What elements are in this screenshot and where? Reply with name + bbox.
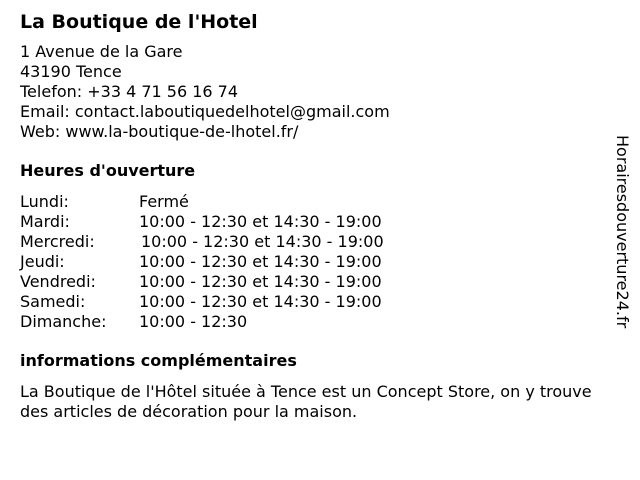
- business-name: La Boutique de l'Hotel: [20, 11, 258, 33]
- hours-time: 10:00 - 12:30 et 14:30 - 19:00: [139, 252, 382, 271]
- hours-time: 10:00 - 12:30 et 14:30 - 19:00: [139, 212, 382, 231]
- hours-time: 10:00 - 12:30: [139, 312, 248, 331]
- info-heading: informations complémentaires: [20, 351, 297, 370]
- hours-time: Fermé: [139, 192, 189, 211]
- hours-row-sunday: [20, 312, 600, 332]
- hours-heading: Heures d'ouverture: [20, 161, 196, 180]
- address-street: 1 Avenue de la Gare: [20, 42, 183, 61]
- hours-day: Samedi:: [20, 292, 86, 311]
- address-block: [20, 42, 600, 142]
- hours-row-friday: [20, 272, 600, 292]
- hours-time: 10:00 - 12:30 et 14:30 - 19:00: [139, 292, 382, 311]
- hours-day: Jeudi:: [20, 252, 65, 271]
- hours-row-wednesday: [20, 232, 600, 252]
- hours-time: 10:00 - 12:30 et 14:30 - 19:00: [141, 232, 384, 251]
- hours-day: Mercredi:: [20, 232, 95, 251]
- email-address: Email: contact.laboutiquedelhotel@gmail.com: [20, 102, 390, 121]
- hours-row-tuesday: [20, 212, 600, 232]
- business-card: [20, 10, 600, 422]
- hours-row-saturday: [20, 292, 600, 312]
- hours-row-thursday: [20, 252, 600, 272]
- hours-day: Vendredi:: [20, 272, 96, 291]
- info-description: La Boutique de l'Hôtel située à Tence est un Concept Store, on y trouve des articles de décoration pour la maison.: [20, 382, 592, 421]
- phone-number: Telefon: +33 4 71 56 16 74: [20, 82, 239, 101]
- address-city: 43190 Tence: [20, 62, 122, 81]
- hours-time: 10:00 - 12:30 et 14:30 - 19:00: [139, 272, 382, 291]
- hours-day: Lundi:: [20, 192, 69, 211]
- hours-day: Dimanche:: [20, 312, 107, 331]
- hours-row-monday: [20, 192, 600, 212]
- website-address: Web: www.la-boutique-de-lhotel.fr/: [20, 122, 299, 141]
- site-watermark: Horairesdouverture24.fr: [613, 135, 632, 329]
- hours-day: Mardi:: [20, 212, 70, 231]
- hours-table: [20, 192, 600, 332]
